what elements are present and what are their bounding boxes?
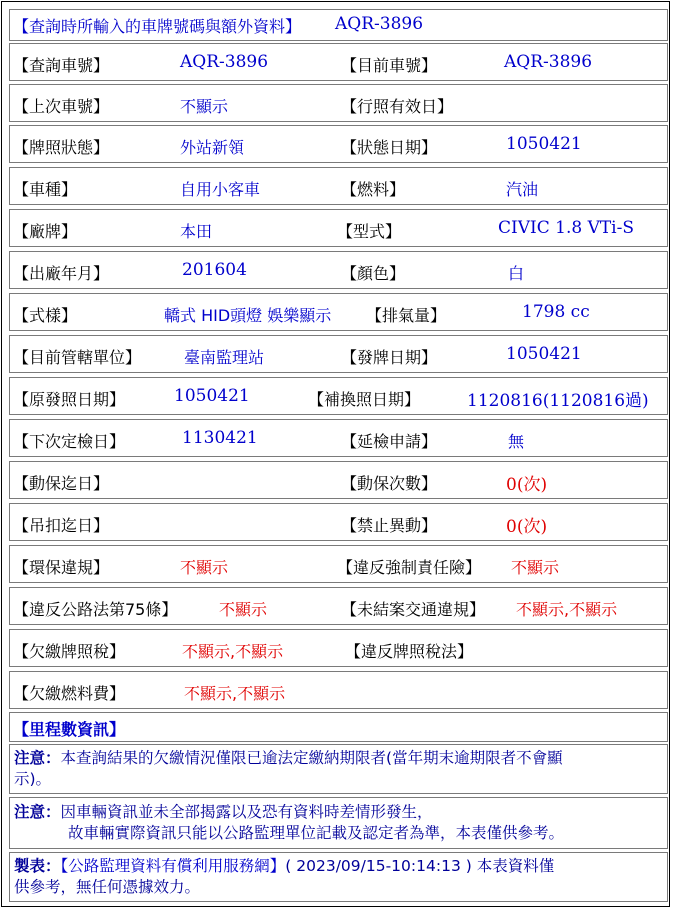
label-model: 【型式】 [337, 222, 402, 241]
label-environmental-violation: 【環保違規】 [13, 558, 110, 577]
label-original-license-date: 【原發照日期】 [13, 390, 126, 409]
value-unpaid-license-tax: 不顯示,不顯示 [182, 642, 284, 661]
note-disclaimer [9, 797, 668, 849]
title-row [9, 9, 668, 41]
row-original-license-date [9, 377, 668, 415]
note-unpaid-line1 [14, 748, 663, 769]
mileage-label: 【里程數資訊】 [13, 720, 126, 739]
title-label: 【查詢時所輸入的車牌號碼與額外資料】 [13, 17, 302, 36]
value-next-inspection: 1130421 [182, 428, 258, 448]
note-unpaid-text1: 本查詢結果的欠繳情況僅限已逾法定繳納期限者(當年期末逾期限者不會顯 [60, 749, 563, 767]
label-issue-date: 【發牌日期】 [341, 348, 438, 367]
row-lien-expiry [9, 461, 668, 499]
label-jurisdiction: 【目前管轄單位】 [13, 348, 142, 367]
label-reissue-date: 【補換照日期】 [308, 390, 421, 409]
value-color: 白 [508, 264, 525, 283]
label-query-plate: 【查詢車號】 [13, 56, 110, 75]
footer-prefix: 製表： [14, 857, 61, 875]
label-transfer-ban: 【禁止異動】 [341, 516, 438, 535]
label-color: 【顏色】 [341, 264, 406, 283]
note-disclaimer-text1: 因車輛資訊並未全部揭露以及恐有資料時差情形發生， [60, 803, 433, 821]
note-unpaid-text2: 示)。 [14, 770, 52, 788]
label-brand: 【廠牌】 [13, 222, 78, 241]
value-previous-plate: 不顯示 [180, 97, 229, 116]
label-license-valid: 【行照有效日】 [341, 97, 454, 116]
row-previous-plate [9, 84, 668, 122]
row-brand [9, 209, 668, 247]
value-lien-count: 0(次) [506, 475, 548, 495]
row-vehicle-type [9, 167, 668, 205]
value-manufacture-date: 201604 [182, 260, 247, 280]
note-unpaid-prefix: 注意： [14, 749, 61, 767]
row-manufacture-date [9, 251, 668, 289]
note-disclaimer-line1 [14, 802, 663, 823]
row-highway-act-violation [9, 587, 668, 625]
value-vehicle-type: 自用小客車 [180, 180, 261, 199]
value-body-style: 轎式 HID頭燈 娛樂顯示 [164, 306, 332, 325]
label-status-date: 【狀態日期】 [341, 138, 438, 157]
label-displacement: 【排氣量】 [366, 306, 447, 325]
value-plate-status: 外站新領 [180, 138, 245, 157]
footer-text1: ( 2023/09/15-10:14:13 ) 本表資料僅 [285, 857, 555, 875]
label-pending-traffic-violation: 【未結案交通違規】 [341, 600, 486, 619]
footer-text2: 供參考，無任何憑據效力。 [14, 878, 201, 896]
label-fuel: 【燃料】 [341, 180, 406, 199]
label-lien-expiry: 【動保迄日】 [13, 474, 110, 493]
report-container [1, 1, 670, 907]
row-next-inspection [9, 419, 668, 457]
value-query-plate: AQR-3896 [180, 52, 269, 72]
value-issue-date: 1050421 [506, 344, 582, 364]
value-original-license-date: 1050421 [174, 386, 250, 406]
footer-line1 [14, 856, 663, 877]
value-reissue-date: 1120816(1120816過) [467, 391, 649, 411]
label-inspection-extension: 【延檢申請】 [341, 432, 438, 451]
label-lien-count: 【動保次數】 [341, 474, 438, 493]
value-pending-traffic-violation: 不顯示,不顯示 [516, 600, 618, 619]
label-next-inspection: 【下次定檢日】 [13, 432, 126, 451]
value-unpaid-fuel-fee: 不顯示,不顯示 [184, 684, 286, 703]
label-license-tax-violation: 【違反牌照稅法】 [345, 642, 474, 661]
value-inspection-extension: 無 [508, 432, 525, 451]
label-previous-plate: 【上次車號】 [13, 97, 110, 116]
label-body-style: 【式樣】 [13, 306, 78, 325]
row-body-style [9, 293, 668, 331]
row-jurisdiction [9, 335, 668, 373]
label-unpaid-fuel-fee: 【欠繳燃料費】 [13, 684, 126, 703]
note-disclaimer-text2: 故車輛實際資訊只能以公路監理單位記載及認定者為準，本表僅供參考。 [68, 824, 565, 842]
value-model: CIVIC 1.8 VTi-S [498, 218, 635, 238]
label-highway-act-violation: 【違反公路法第75條】 [13, 600, 178, 619]
value-jurisdiction: 臺南監理站 [184, 348, 265, 367]
footer [9, 852, 668, 902]
label-unpaid-license-tax: 【欠繳牌照稅】 [13, 642, 126, 661]
footer-source: 【公路監理資料有償利用服務網】 [60, 857, 286, 875]
label-insurance-violation: 【違反強制責任險】 [337, 558, 482, 577]
note-unpaid [9, 744, 668, 794]
value-displacement: 1798 cc [522, 302, 590, 322]
value-status-date: 1050421 [506, 134, 582, 154]
row-unpaid-fuel-fee [9, 671, 668, 709]
label-manufacture-date: 【出廠年月】 [13, 264, 110, 283]
label-current-plate: 【目前車號】 [341, 56, 438, 75]
value-transfer-ban: 0(次) [506, 517, 548, 537]
mileage-section [9, 712, 668, 742]
row-query-plate [9, 43, 668, 81]
row-environmental-violation [9, 545, 668, 583]
label-plate-status: 【牌照狀態】 [13, 138, 110, 157]
row-unpaid-license-tax [9, 629, 668, 667]
value-fuel: 汽油 [506, 180, 539, 199]
title-plate: AQR-3896 [335, 14, 424, 34]
row-suspension-expiry [9, 503, 668, 541]
label-vehicle-type: 【車種】 [13, 180, 78, 199]
value-current-plate: AQR-3896 [504, 52, 593, 72]
note-disclaimer-prefix: 注意： [14, 803, 61, 821]
label-suspension-expiry: 【吊扣迄日】 [13, 516, 110, 535]
value-environmental-violation: 不顯示 [180, 558, 229, 577]
row-plate-status [9, 125, 668, 163]
value-brand: 本田 [180, 222, 213, 241]
value-insurance-violation: 不顯示 [511, 558, 560, 577]
value-highway-act-violation: 不顯示 [219, 600, 268, 619]
